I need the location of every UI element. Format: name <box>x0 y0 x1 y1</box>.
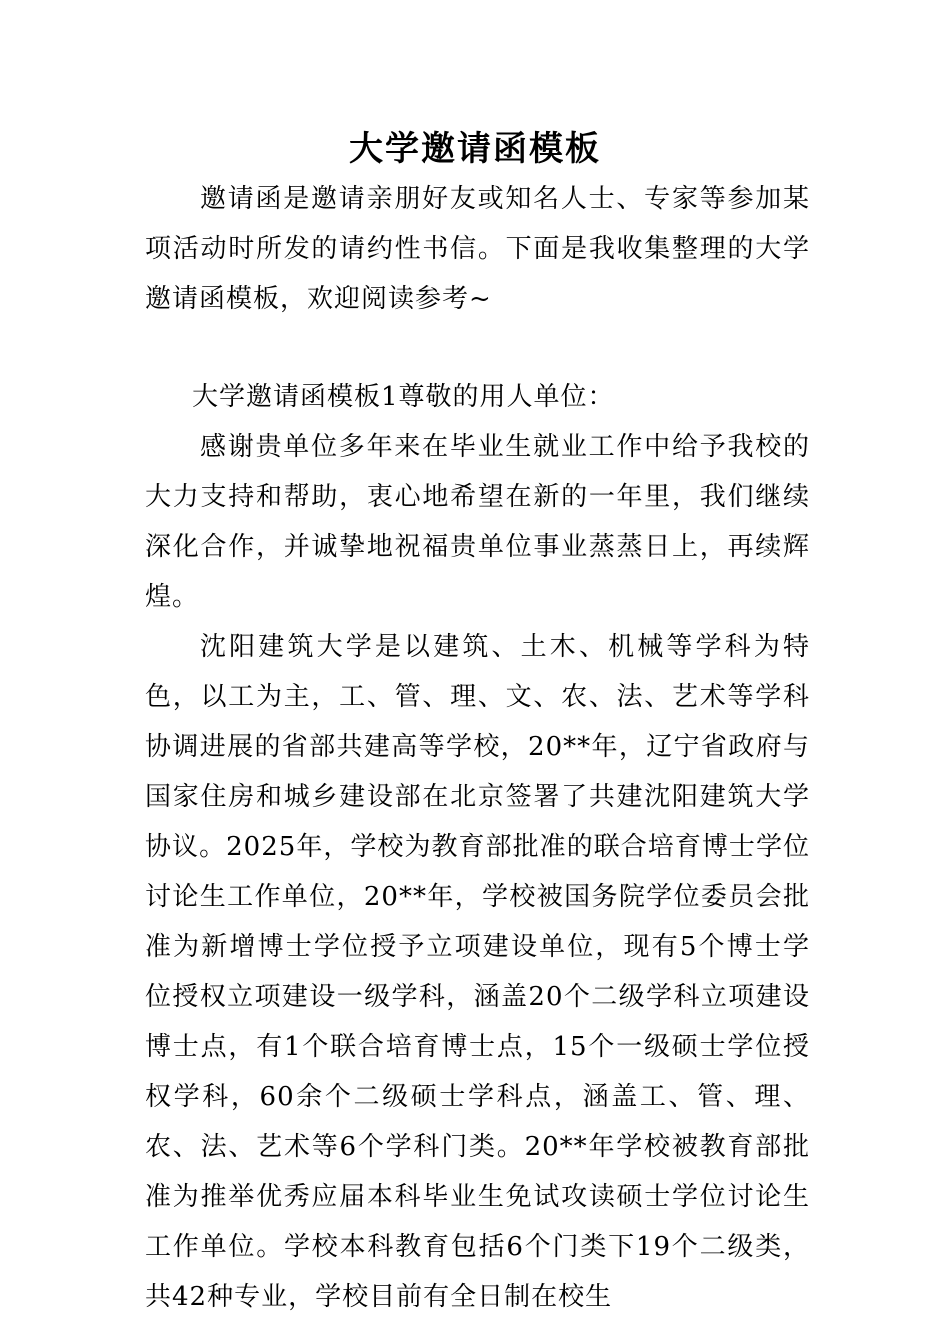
body-paragraph: 沈阳建筑大学是以建筑、土木、机械等学科为特色，以工为主，工、管、理、文、农、法、艺术等学科协调进展的省部共建高等学校，20**年，辽宁省政府与国家住房和城乡建设部在北京签署了共建沈阳建筑大学协议。2025年，学校为教育部批准的联合培育博士学位讨论生工作单位，20**年，学校被国务院学位委员会批准为新增博士学位授予立项建设单位，现有5个博士学位授权立项建设一级学科，涵盖20个二级学科立项建设博士点，有1个联合培育博士点，15个一级硕士学位授权学科，60余个二级硕士学科点，涵盖工、管、理、农、法、艺术等6个学科门类。20**年学校被教育部批准为推举优秀应届本科毕业生免试攻读硕士学位讨论生工作单位。学校本科教育包括6个门类下19个二级类，共42种专业，学校目前有全日制在校生 <box>145 632 810 1312</box>
body-paragraph: 感谢贵单位多年来在毕业生就业工作中给予我校的大力支持和帮助，衷心地希望在新的一年里，我们继续深化合作，并诚挚地祝福贵单位事业蒸蒸日上，再续辉煌。 <box>145 432 810 612</box>
section-heading: 大学邀请函模板1尊敬的用人单位： <box>192 382 615 412</box>
intro-block <box>145 174 810 324</box>
intro-paragraph: 邀请函是邀请亲朋好友或知名人士、专家等参加某项活动时所发的请约性书信。下面是我收集整理的大学邀请函模板，欢迎阅读参考~ <box>145 184 810 314</box>
main-body <box>145 422 810 1322</box>
page-title: 大学邀请函模板 <box>349 129 601 169</box>
